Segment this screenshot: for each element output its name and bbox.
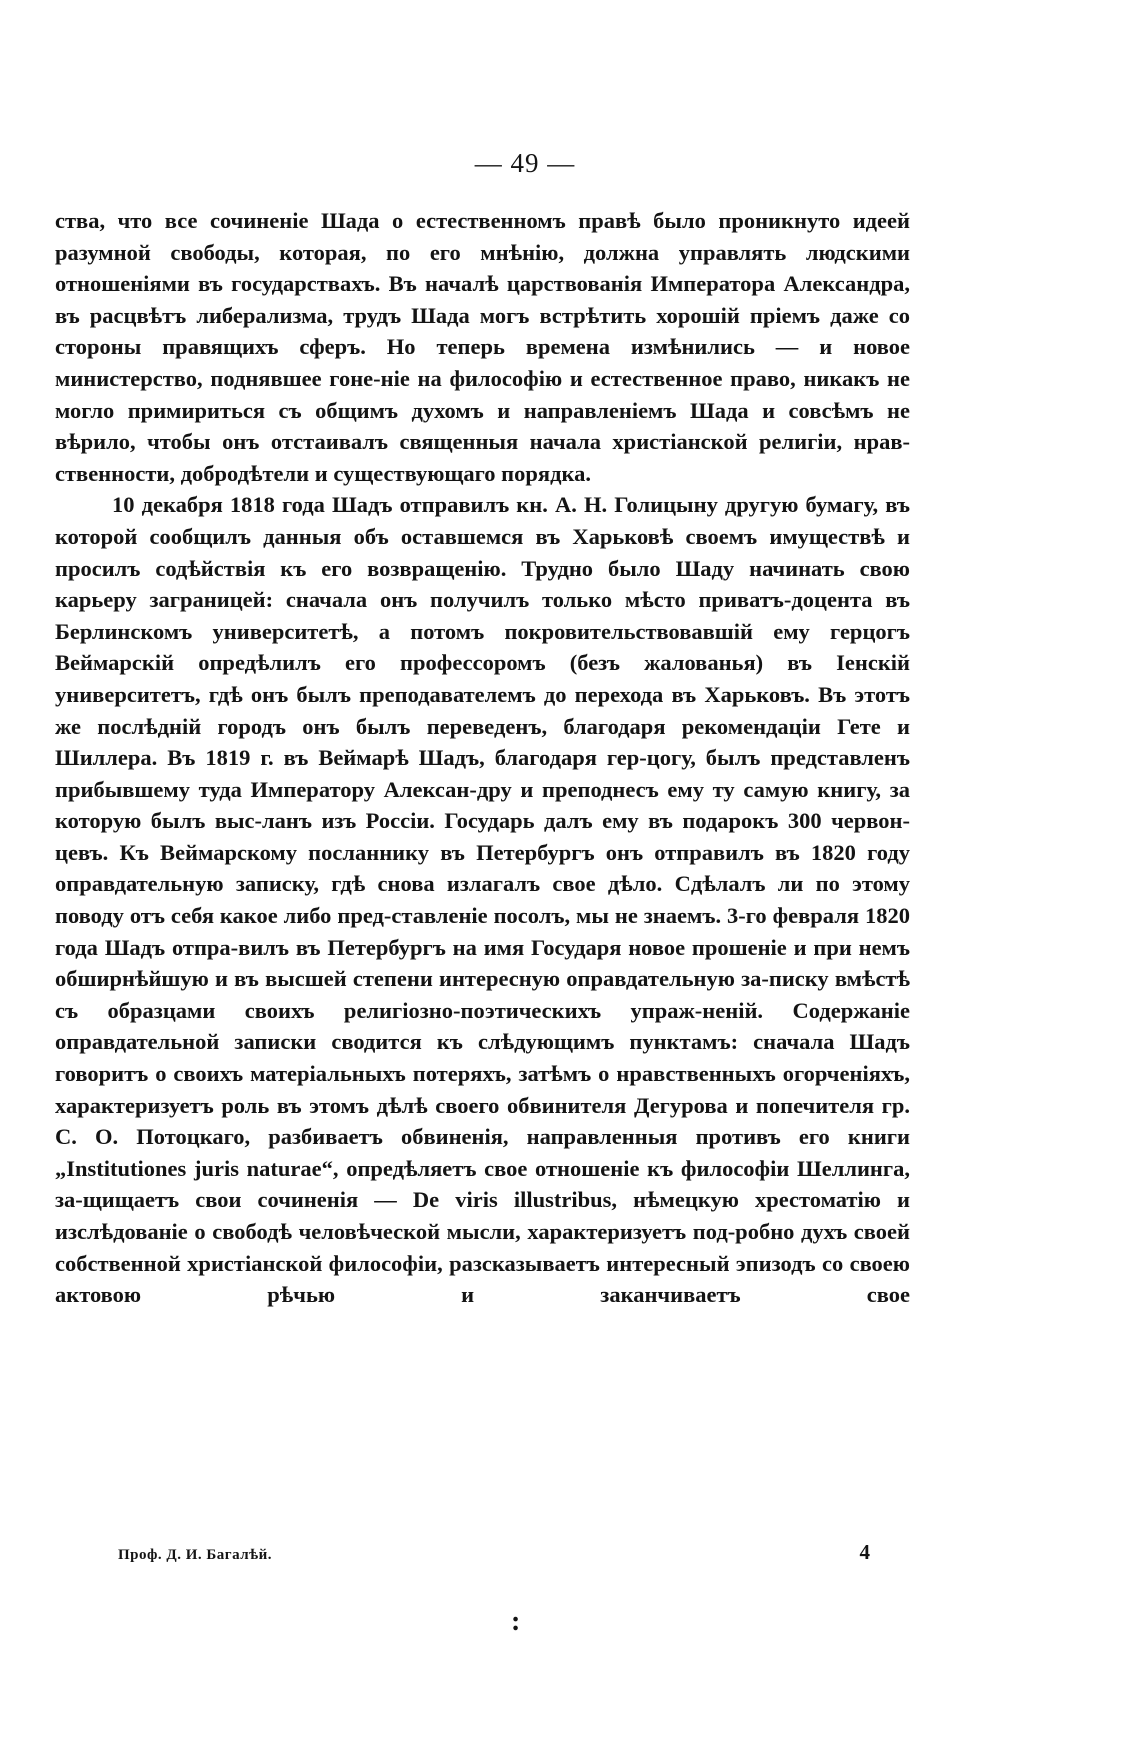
paragraph-2: 10 декабря 1818 года Шадъ отправилъ кн. А. Н. Голицыну другую бумагу, въ которой сообщилъ данныя объ оставшемся въ Харьковѣ своемъ имуществѣ и просилъ содѣйствія къ его возвращенію. Трудно было Шаду начинать свою карьеру заграницей: сначала онъ получилъ только мѣсто приватъ-доцента въ Берлинскомъ университетѣ, а потомъ покровительствовавшій ему герцогъ Веймарскій опредѣлилъ его профессоромъ (безъ жалованья) въ Іенскій университетъ, гдѣ онъ былъ преподавателемъ до перехода въ Харьковъ. Въ этотъ же послѣдній городъ онъ былъ переведенъ, благодаря рекомендаціи Гете и Шиллера. Въ 1819 г. въ Веймарѣ Шадъ, благодаря гер-цогу, былъ представленъ прибывшему туда Императору Алексан-дру и преподнесъ ему ту самую книгу, за которую былъ выс-ланъ изъ Россіи. Государь далъ ему въ подарокъ 300 червон-цевъ. Къ Веймарскому посланнику въ Петербургъ онъ отправилъ въ 1820 году оправдательную записку, гдѣ снова излагалъ свое дѣло. Сдѣлалъ ли по этому поводу отъ себя какое либо пред-ставленіе посолъ, мы не знаемъ. 3-го февраля 1820 года Шадъ отпра-вилъ въ Петербургъ на имя Государя новое прошеніе и при немъ обширнѣйшую и въ высшей степени интересную оправдательную за-писку вмѣстѣ съ образцами своихъ религіозно-поэтическихъ упраж-неній. Содержаніе оправдательной записки сводится къ слѣдующимъ пунктамъ: сначала Шадъ говоритъ о своихъ матеріальныхъ потеряхъ, затѣмъ о нравственныхъ огорченіяхъ, характеризуетъ роль въ этомъ дѣлѣ своего обвинителя Дегурова и попечителя гр. С. О. Потоцкаго, разбиваетъ обвиненія, направленныя противъ его книги „Institutiones juris naturae“, опредѣляетъ свое отношеніе къ философіи Шеллинга, за-щищаетъ свои сочиненія — De viris illustribus, нѣмецкую хрестоматію и изслѣдованіе о свободѣ человѣческой мысли, характеризуетъ под-робно духъ своей собственной христіанской философіи, разсказываетъ интересный эпизодъ со своею актовою рѣчью и заканчиваетъ свое (55, 492, 910, 1308)
bottom-mark: : (511, 1606, 521, 1637)
page-number: — 49 — (474, 148, 576, 178)
signature-mark: 4 (859, 1540, 870, 1564)
paragraph-1: ства, что все сочиненіе Шада о естественномъ правѣ было проникнуто идеей разумной свободы, которая, по его мнѣнію, должна управлять людскими отношеніями въ государствахъ. Въ началѣ царствованія Императора Александра, въ расцвѣтъ либерализма, трудъ Шада могъ встрѣтить хорошій пріемъ даже со стороны правящихъ сферъ. Но теперь времена измѣнились — и новое министерство, поднявшее гоне-ніе на философію и естественное право, никакъ не могло примириться съ общимъ духомъ и направленіемъ Шада и совсѣмъ не вѣрило, чтобы онъ отстаивалъ священныя начала христіанской религіи, нрав-ственности, добродѣтели и существующаго порядка. (55, 208, 910, 486)
footer-author: Проф. Д. И. Багалѣй. (118, 1547, 273, 1563)
body-text (55, 205, 910, 1311)
page-footer (118, 1540, 870, 1565)
